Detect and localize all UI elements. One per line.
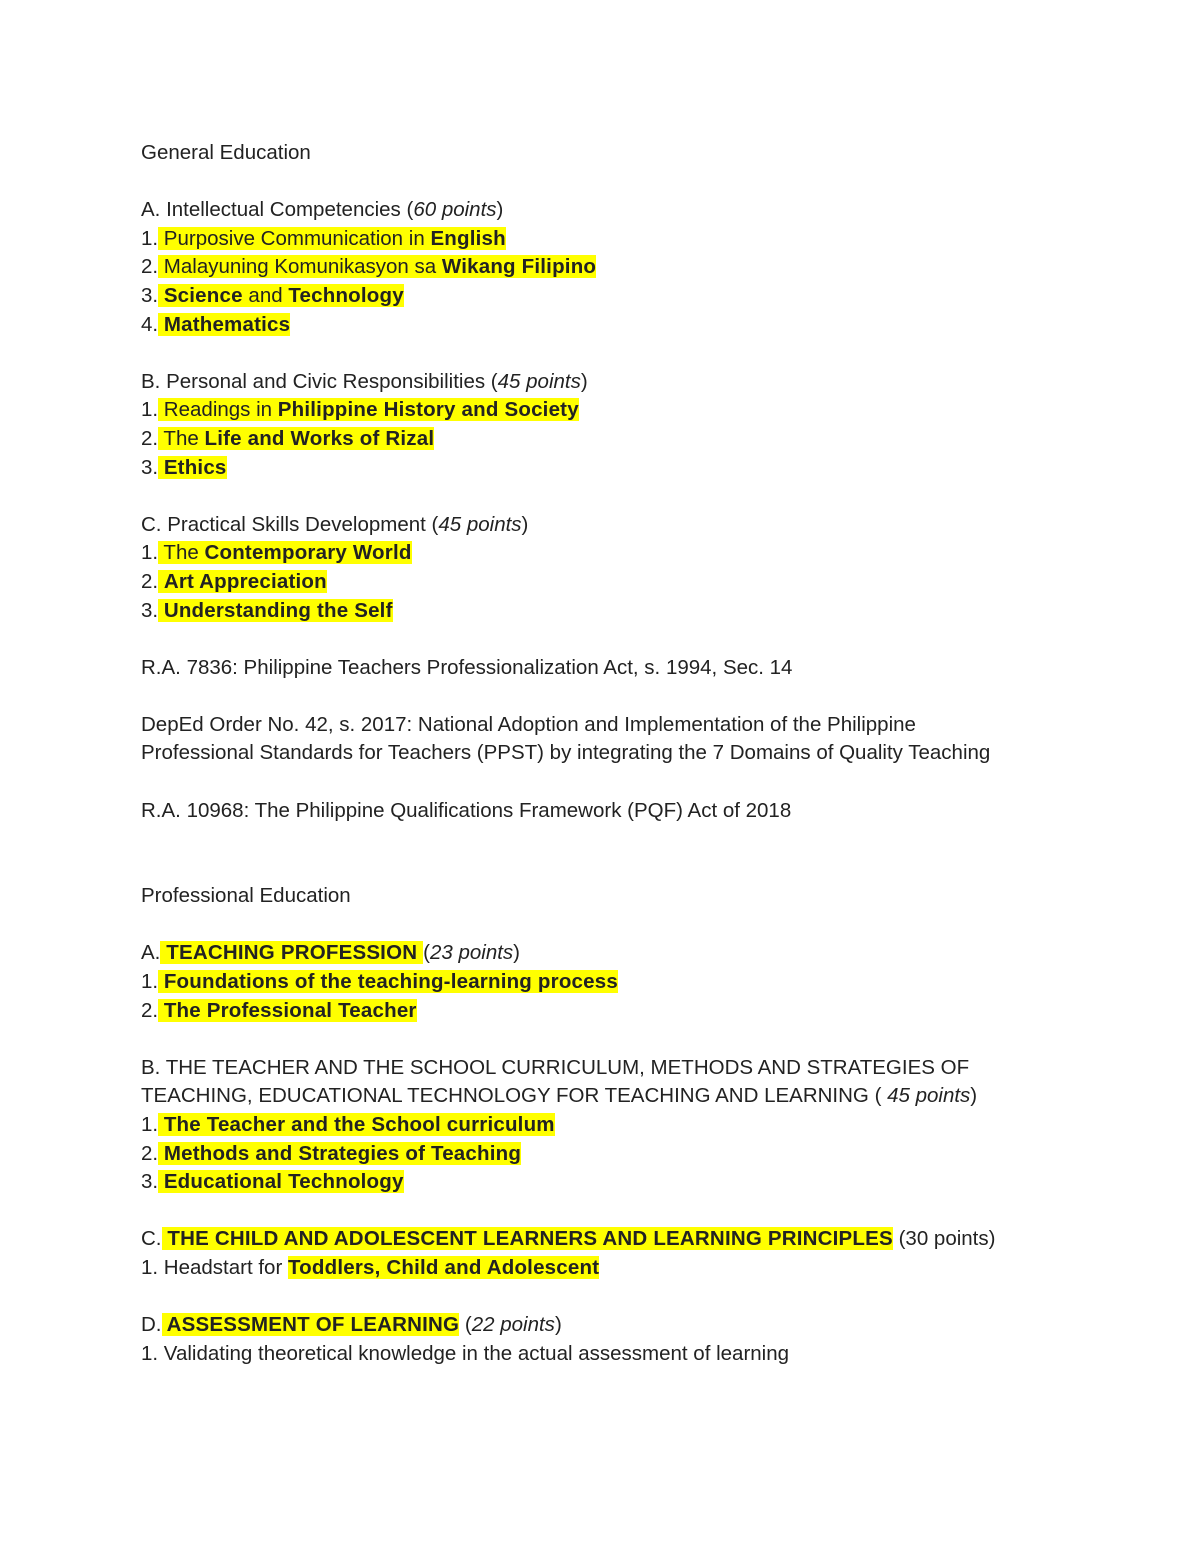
list-item: 2. Malayuning Komunikasyon sa Wikang Filipino [141, 255, 597, 279]
professional-d-heading: D. ASSESSMENT OF LEARNING (22 points) [141, 1313, 562, 1337]
list-item: 3. Science and Technology [141, 283, 404, 307]
list-item: 1. Validating theoretical knowledge in the actual assessment of learning [141, 1341, 790, 1365]
document-body [141, 139, 1101, 1368]
list-item: 3. Ethics [141, 455, 227, 479]
professional-c-heading: C. THE CHILD AND ADOLESCENT LEARNERS AND LEARNING PRINCIPLES (30 points) [141, 1227, 996, 1251]
list-item: 1. The Teacher and the School curriculum [141, 1113, 555, 1136]
law-ra10968: R.A. 10968: The Philippine Qualifications Framework (PQF) Act of 2018 [141, 798, 792, 822]
general-c-heading: C. Practical Skills Development (45 points) [141, 512, 529, 536]
law-deped-line1: DepEd Order No. 42, s. 2017: National Adoption and Implementation of the Philippine [141, 712, 916, 736]
list-item: 1. Purposive Communication in English [141, 226, 506, 250]
list-item: 2. The Life and Works of Rizal [141, 426, 435, 450]
general-b-heading: B. Personal and Civic Responsibilities (45 points) [141, 369, 588, 393]
list-item: 1. Headstart for Toddlers, Child and Adolescent [141, 1255, 600, 1279]
section-title-professional: Professional Education [141, 884, 351, 908]
list-item: 2. Art Appreciation [141, 569, 327, 593]
section-title-general: General Education [141, 141, 311, 164]
list-item: 1. Readings in Philippine History and Society [141, 398, 579, 422]
list-item: 4. Mathematics [141, 312, 291, 336]
law-ra7836: R.A. 7836: Philippine Teachers Professionalization Act, s. 1994, Sec. 14 [141, 655, 793, 679]
professional-b-heading-line1: B. THE TEACHER AND THE SCHOOL CURRICULUM, METHODS AND STRATEGIES OF [141, 1055, 970, 1079]
general-a-heading: A. Intellectual Competencies (60 points) [141, 198, 504, 222]
list-item: 1. The Contemporary World [141, 541, 412, 565]
professional-b-heading-line2: TEACHING, EDUCATIONAL TECHNOLOGY FOR TEACHING AND LEARNING ( 45 points) [141, 1084, 978, 1108]
list-item: 2. Methods and Strategies of Teaching [141, 1141, 522, 1165]
law-deped-line2: Professional Standards for Teachers (PPST) by integrating the 7 Domains of Quality Teaching [141, 741, 991, 765]
list-item: 1. Foundations of the teaching-learning process [141, 970, 618, 994]
list-item: 2. The Professional Teacher [141, 998, 417, 1022]
professional-a-heading: A. TEACHING PROFESSION (23 points) [141, 941, 520, 965]
list-item: 3. Educational Technology [141, 1170, 404, 1194]
list-item: 3. Understanding the Self [141, 598, 393, 622]
